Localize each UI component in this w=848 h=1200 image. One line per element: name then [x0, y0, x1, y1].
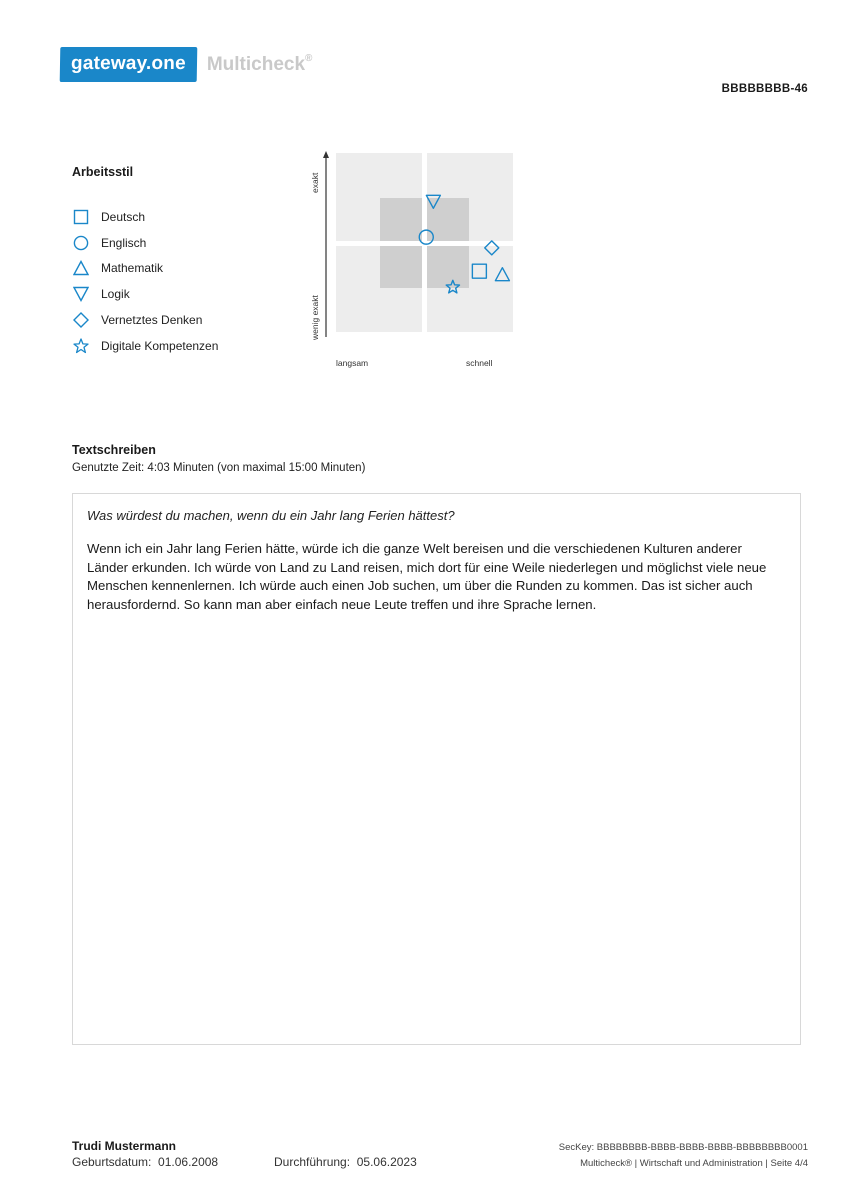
square-icon — [72, 208, 90, 226]
triangle-down-icon — [72, 285, 90, 303]
star-icon — [72, 337, 90, 355]
legend-item — [72, 307, 218, 333]
legend-item — [72, 281, 218, 307]
legend-label: Vernetztes Denken — [101, 313, 203, 328]
product-name: Multicheck® — [206, 52, 313, 75]
legend-item — [72, 204, 218, 230]
used-time: Genutzte Zeit: 4:03 Minuten (von maximal 15:00 Minuten) — [72, 462, 366, 474]
x-axis-right-label: schnell — [466, 358, 493, 368]
legend-label: Digitale Kompetenzen — [101, 338, 219, 353]
x-axis-left-label: langsam — [336, 358, 369, 368]
page-info: Multicheck® | Wirtschaft und Administration | Seite 4/4 — [580, 1158, 808, 1169]
candidate-name: Trudi Mustermann — [72, 1139, 177, 1153]
legend-item — [72, 230, 218, 256]
legend-label: Logik — [101, 287, 130, 302]
circle-icon — [72, 234, 90, 252]
inner-square-br — [427, 246, 469, 288]
essay-answer: Wenn ich ein Jahr lang Ferien hätte, würde ich die ganze Welt bereisen und die verschiedenen Kulturen anderer Länder erkunden. Ich würde von Land zu Land reisen, mich dort für eine Weile niederlegen und möglichst viele neue Menschen kennenlernen. Ich würde auch einen Job suchen, um über die Runden zu kommen. Das ist sicher auch herausfordernd. So kann man aber einfach neue Leute treffen und ihre Sprache lernen. — [87, 541, 767, 613]
legend-label: Englisch — [101, 235, 147, 250]
inner-square-tl — [380, 198, 422, 241]
essay-box — [72, 493, 801, 1045]
y-axis-top-label: exakt — [310, 172, 320, 193]
legend-label: Mathematik — [101, 261, 164, 276]
essay-question: Was würdest du machen, wenn du ein Jahr lang Ferien hättest? — [87, 508, 455, 523]
legend-item — [72, 333, 218, 359]
seckey: SecKey: BBBBBBBB-BBBB-BBBB-BBBB-BBBBBBBB0001 — [558, 1142, 808, 1153]
y-axis-bottom-label: wenig exakt — [310, 295, 320, 340]
triangle-up-icon — [72, 259, 90, 277]
arbeitsstil-chart — [305, 148, 525, 373]
inner-square-bl — [380, 246, 422, 288]
brand-logo: gateway.one — [60, 47, 197, 82]
diamond-icon — [72, 311, 90, 329]
legend-item — [72, 256, 218, 282]
logo — [60, 47, 312, 82]
document-id: BBBBBBBB-46 — [721, 83, 808, 95]
y-axis-arrow-icon — [323, 151, 329, 158]
execution-date: Durchführung: 05.06.2023 — [274, 1155, 417, 1169]
legend-label: Deutsch — [101, 209, 146, 224]
birth-date: Geburtsdatum: 01.06.2008 — [72, 1155, 219, 1169]
textschreiben-title: Textschreiben — [72, 443, 156, 457]
arbeitsstil-legend — [72, 204, 218, 359]
arbeitsstil-title: Arbeitsstil — [72, 165, 134, 179]
